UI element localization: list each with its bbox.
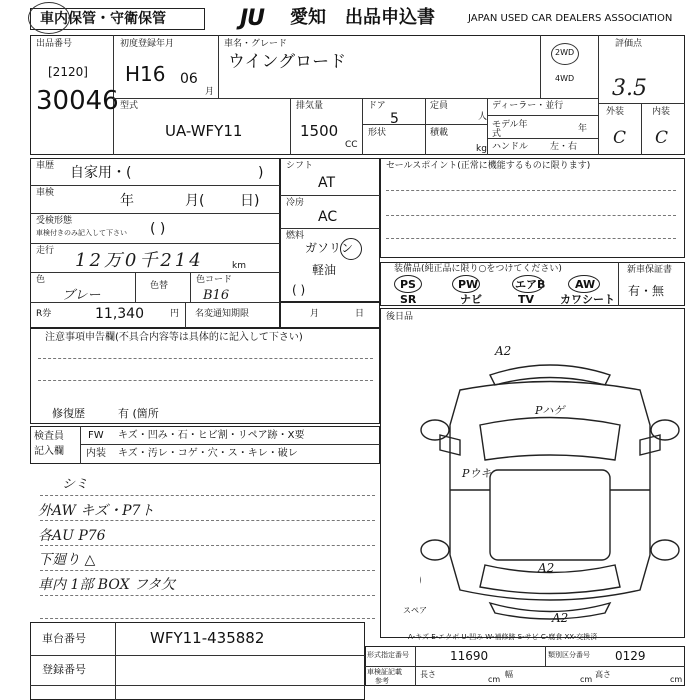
usage-close: ) — [258, 165, 264, 181]
car-name: ウイングロード — [228, 52, 347, 72]
damage-mark: A2 — [538, 561, 555, 575]
color: ブレー — [62, 288, 101, 303]
sales-point-block — [380, 158, 685, 258]
fuel-paren: ( ) — [292, 283, 306, 297]
name-change-day: 日 — [355, 309, 365, 319]
interior-label: 内装 — [86, 448, 106, 459]
top-block — [30, 35, 685, 155]
car-diagram — [420, 355, 680, 625]
fuel-gas: ガソリン — [305, 241, 354, 255]
drive-4wd: 4WD — [555, 74, 575, 83]
lot-sub-number: [2120] — [48, 65, 88, 79]
load-label: 積載 — [430, 128, 449, 138]
equipment-item: PS — [400, 278, 416, 291]
capacity-label: 定員 — [430, 101, 449, 111]
doors: 5 — [390, 111, 399, 127]
handwritten-note: 車内 1部 BOX フタ欠 — [38, 577, 176, 593]
cc-label: CC — [345, 140, 358, 150]
interior-label: 内装 — [652, 107, 671, 117]
fw-items: キズ・凹み・石・ヒビ割・リペア跡・X要 — [118, 430, 305, 441]
mileage: 12万0千214 — [75, 250, 204, 271]
received-paren: ( ) — [150, 221, 166, 237]
org-name: 愛知 — [290, 7, 326, 28]
inspection-day: 日) — [240, 193, 260, 209]
equipment-item: AW — [575, 278, 596, 291]
damage-mark: A2 — [495, 344, 512, 358]
doors-label: ドア — [368, 101, 386, 111]
equipment-circle — [452, 275, 480, 293]
equipment-circle — [394, 275, 422, 293]
type-number: 11690 — [450, 649, 489, 663]
damage-mark: Pウキ — [462, 467, 492, 480]
equipment-item: SR — [400, 293, 417, 306]
shift-label: シフト — [286, 161, 314, 171]
repair-label: 修復歴 — [52, 407, 85, 420]
usage: 自家用・( — [70, 165, 132, 181]
circle-mark — [28, 2, 70, 34]
document-title: 出品申込書 — [345, 7, 435, 28]
first-reg-month: 06 — [180, 71, 198, 87]
height-label: 高さ — [595, 670, 611, 679]
warranty-options: 有・無 — [628, 284, 665, 298]
handwritten-note: シミ — [62, 477, 89, 492]
equipment-item: PW — [458, 278, 479, 291]
drive-2wd: 2WD — [555, 48, 575, 57]
first-reg-label: 初度登録年月 — [120, 39, 175, 49]
recycle-label: R券 — [36, 309, 52, 319]
registration-label: 登録番号 — [42, 663, 86, 676]
inspection-year: 年 — [120, 193, 134, 209]
model-year-label: モデル年式 — [492, 120, 528, 139]
capacity-unit: 人 — [478, 112, 488, 122]
chassis-label: 車台番号 — [42, 632, 86, 645]
model-code: UA-WFY11 — [165, 122, 243, 140]
inspection-label: 車検 — [36, 188, 55, 198]
length-unit: cm — [488, 675, 501, 684]
inspector-label-2: 記入欄 — [34, 446, 64, 457]
spare-label: スペア — [403, 606, 427, 615]
usage-label: 車歴 — [36, 161, 55, 171]
equipment-item: エアB — [515, 278, 546, 291]
exterior-label: 外装 — [606, 107, 625, 117]
damage-mark: Pハゲ — [535, 404, 565, 417]
recycle-value: 11,340 — [95, 306, 144, 322]
width-unit: cm — [580, 675, 593, 684]
model-year-unit: 年 — [578, 124, 588, 134]
month-unit: 月 — [205, 87, 215, 97]
category-number: 0129 — [615, 649, 646, 663]
association-name: JAPAN USED CAR DEALERS ASSOCIATION — [468, 13, 673, 24]
ac-label: 冷房 — [286, 198, 305, 208]
chassis-number: WFY11-435882 — [150, 629, 265, 647]
handle-label: ハンドル — [492, 142, 529, 152]
interior-grade: C — [655, 128, 669, 148]
equipment-label: 装備品(純正品に限り○をつけてください) — [394, 264, 562, 274]
dealer-label: ディーラー・並行 — [492, 101, 564, 111]
grade-label: 評価点 — [615, 39, 643, 49]
equipment-item: TV — [518, 293, 535, 306]
damage-mark: A2 — [552, 611, 569, 625]
model-label: 型式 — [120, 101, 139, 111]
exterior-grade: C — [613, 128, 627, 148]
docs-sub: 参考 — [375, 677, 389, 685]
name-change-label: 名変通知期限 — [195, 309, 250, 319]
sales-point-label: セールスポイント(正常に機能するものに限ります) — [386, 161, 591, 171]
grade-score: 3.5 — [612, 76, 647, 101]
color-code: B16 — [203, 288, 230, 303]
caution-label: 注意事項申告欄(不具合内容等は具体的に記入して下さい) — [45, 332, 303, 343]
received-label: 受検形態 — [36, 216, 73, 226]
storage-badge-text: 車内保管・守衛保管 — [40, 11, 166, 27]
handwritten-note: 各AU P76 — [38, 528, 106, 544]
name-change-row — [280, 302, 380, 328]
handwritten-note: 下廻り △ — [38, 552, 96, 568]
category-label: 類別区分番号 — [548, 651, 590, 659]
handwritten-note: 外AW キズ・P7ト — [38, 503, 155, 519]
docs-label: 車検証記載 — [367, 668, 402, 676]
color-code-label: 色コード — [196, 275, 233, 285]
mileage-unit: km — [232, 261, 246, 271]
load-unit: kg — [476, 144, 487, 154]
car-name-label: 車名・グレード — [224, 39, 288, 49]
type-label: 形式指定番号 — [367, 651, 409, 659]
ju-logo: JU — [240, 6, 265, 31]
lot-number: 30046 — [36, 86, 119, 116]
equipment-item: カワシート — [560, 293, 615, 306]
shape-label: 形状 — [368, 128, 387, 138]
handle-options: 左・右 — [550, 142, 578, 152]
equipment-circle — [512, 275, 544, 293]
received-note: 車検付きのみ記入して下さい — [36, 229, 127, 237]
equipment-item: ナビ — [460, 293, 482, 306]
shift: AT — [318, 175, 336, 191]
lot-label: 出品番号 — [36, 39, 73, 49]
damage-legend: A-キズ E-エクボ U-凹み W-補修跡 S-サビ C-腐食 XX-交換済 — [408, 633, 598, 641]
interior-items: キズ・汚レ・コゲ・穴・ス・キレ・破レ — [118, 448, 298, 459]
mileage-label: 走行 — [36, 246, 55, 256]
name-change-unit: 月 — [310, 309, 320, 319]
inspection-month: 月( — [185, 193, 205, 209]
inspector-label-1: 検査員 — [34, 431, 64, 442]
fw-label: FW — [88, 430, 104, 441]
after-label: 後日品 — [386, 312, 414, 322]
equipment-circle — [568, 275, 600, 293]
fuel-label: 燃料 — [286, 231, 305, 241]
length-label: 長さ — [420, 670, 436, 679]
recycle-unit: 円 — [170, 309, 180, 319]
color-label: 色 — [36, 275, 46, 285]
width-label: 幅 — [505, 670, 513, 679]
height-unit: cm — [670, 675, 683, 684]
warranty-label: 新車保証書 — [627, 265, 673, 275]
fuel-gas-circle — [340, 238, 362, 260]
first-reg-year: H16 — [125, 62, 166, 86]
ac: AC — [318, 209, 338, 225]
color-change-label: 色替 — [150, 281, 169, 291]
displacement-label: 排気量 — [296, 101, 324, 111]
repair-value: 有 (箇所 — [118, 407, 159, 420]
fuel-diesel: 軽油 — [312, 263, 337, 277]
displacement: 1500 — [300, 122, 339, 140]
